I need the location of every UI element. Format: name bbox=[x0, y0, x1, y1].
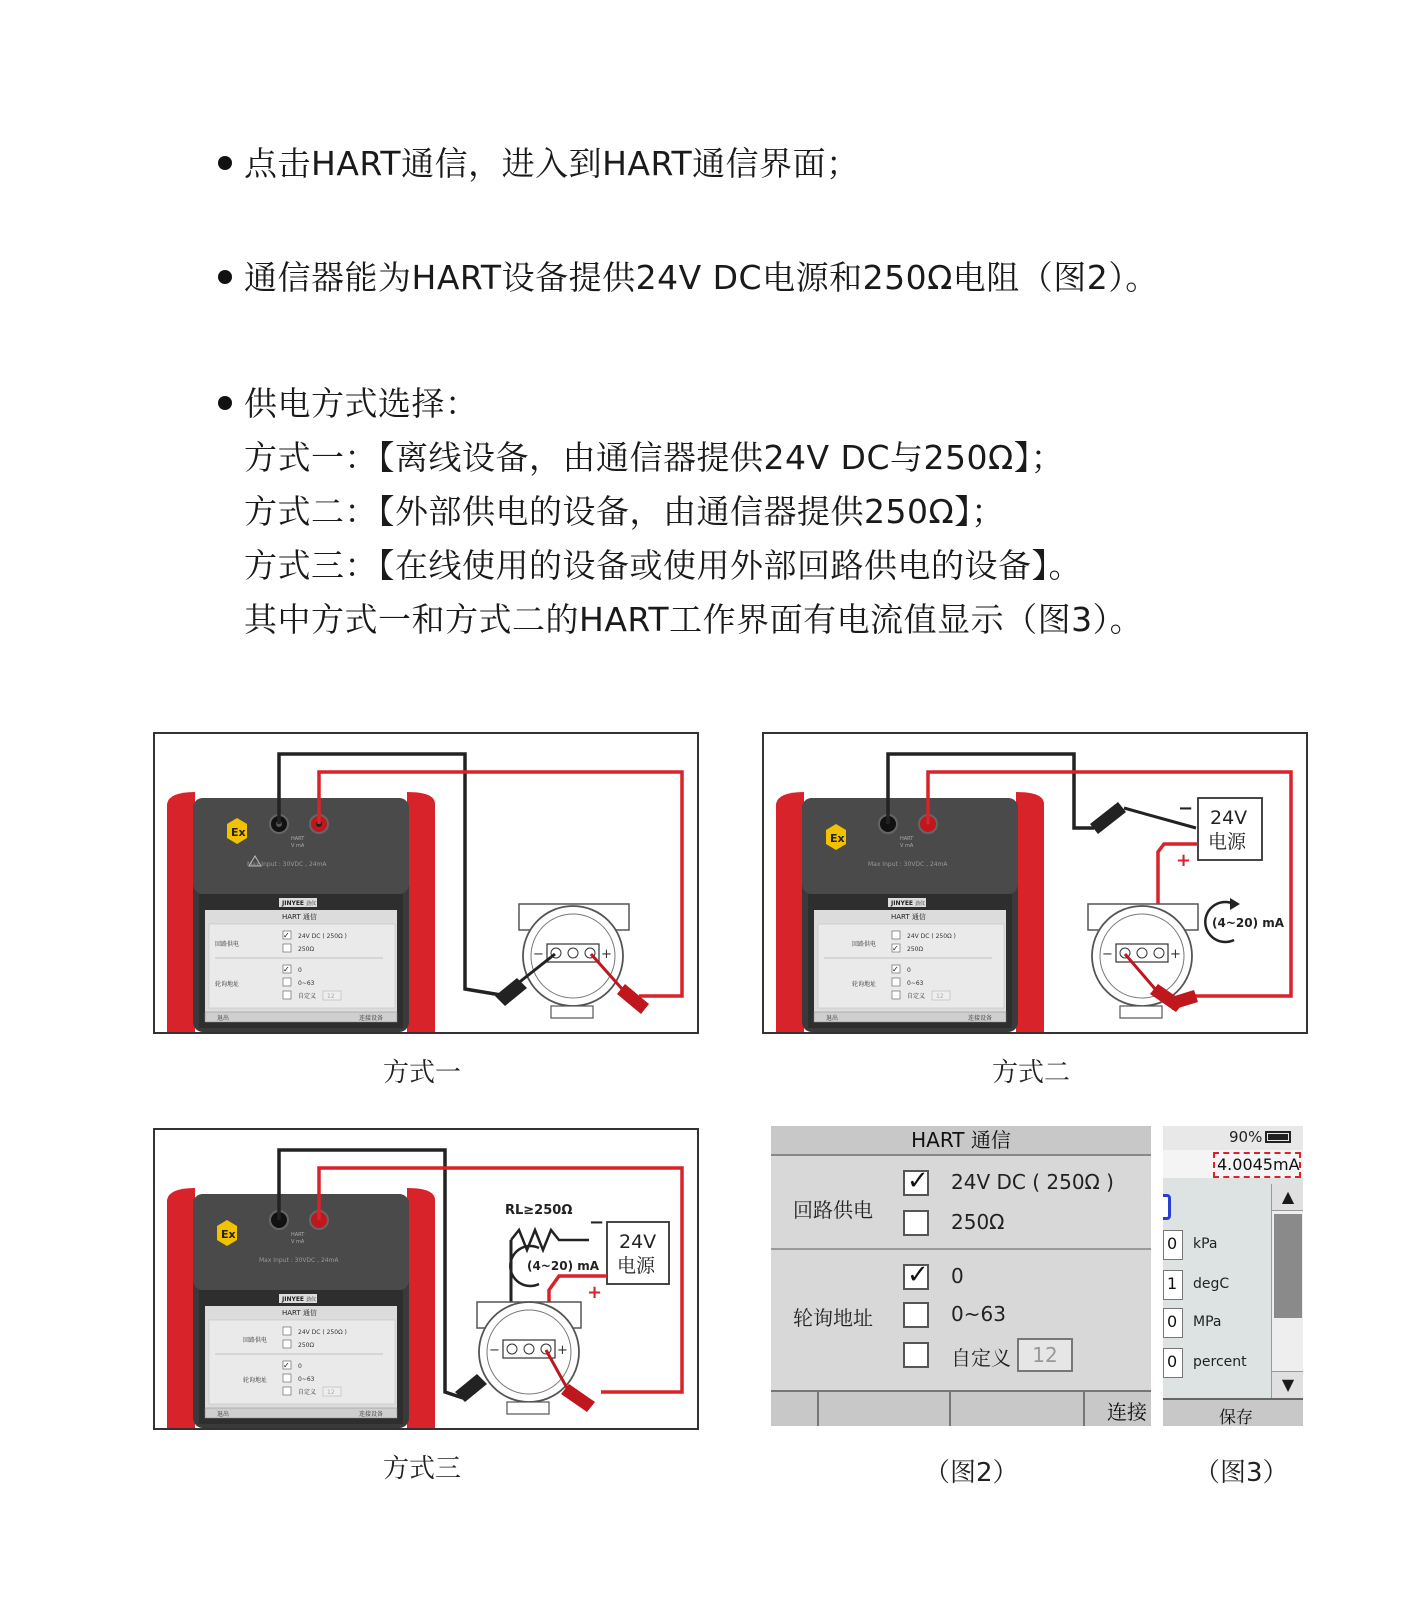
svg-text:轮询地址: 轮询地址 bbox=[852, 981, 877, 988]
svg-text:电源: 电源 bbox=[617, 1255, 656, 1277]
brand-cn-text: 劲仪 bbox=[306, 901, 317, 907]
supply-plus: + bbox=[1176, 850, 1192, 871]
svg-text:劲仪: 劲仪 bbox=[306, 1297, 317, 1303]
svg-text:V mA: V mA bbox=[291, 1239, 305, 1245]
power-supply-label-bottom: 电源 bbox=[1208, 831, 1247, 853]
unit-label: percent bbox=[1193, 1354, 1247, 1370]
bullet-dot-icon bbox=[218, 270, 232, 284]
bullet-dot-icon bbox=[218, 156, 232, 170]
bullet-hart-entry bbox=[218, 138, 860, 185]
svg-text:−: − bbox=[489, 1343, 500, 1358]
unit-code: 1 bbox=[1167, 1274, 1178, 1293]
svg-text:回路供电: 回路供电 bbox=[243, 1337, 268, 1344]
clip-black bbox=[1090, 802, 1126, 834]
device-cb-250 bbox=[283, 944, 291, 952]
bullet-text: 点击HART通信，进入到HART通信界面； bbox=[244, 144, 860, 183]
device-opt-0: 0 bbox=[298, 967, 302, 974]
svg-text:0~63: 0~63 bbox=[298, 1376, 315, 1383]
svg-text:自定义: 自定义 bbox=[298, 1389, 317, 1396]
svg-text:连接设备: 连接设备 bbox=[359, 1411, 384, 1418]
mode-three-text: 方式三：【在线使用的设备或使用外部回路供电的设备】。 bbox=[244, 546, 1082, 585]
status-bar bbox=[1163, 1126, 1303, 1150]
svg-text:24V: 24V bbox=[619, 1231, 657, 1253]
svg-text:JINYEE: JINYEE bbox=[891, 900, 914, 907]
unit-label: kPa bbox=[1193, 1236, 1218, 1252]
checkbox-custom[interactable] bbox=[903, 1342, 929, 1368]
svg-text:退出: 退出 bbox=[826, 1015, 839, 1022]
terminal-label: HART bbox=[291, 836, 305, 842]
check-icon: ✓ bbox=[907, 1260, 929, 1290]
mode-one-text: 方式一：【离线设备，由通信器提供24V DC与250Ω】； bbox=[244, 438, 1065, 477]
mode-note-text: 其中方式一和方式二的HART工作界面有电流值显示（图3）。 bbox=[244, 600, 1144, 639]
checkbox-0[interactable] bbox=[903, 1260, 929, 1290]
svg-text:HART: HART bbox=[291, 1232, 305, 1238]
svg-text:24V DC ( 250Ω ): 24V DC ( 250Ω ) bbox=[298, 1329, 347, 1336]
checkbox-063[interactable] bbox=[903, 1302, 929, 1328]
svg-text:HART 通信: HART 通信 bbox=[282, 1309, 317, 1317]
mode-two-text: 方式二：【外部供电的设备，由通信器提供250Ω】； bbox=[244, 492, 1005, 531]
caption-mode-three: 方式三 bbox=[383, 1454, 462, 1484]
svg-text:✓: ✓ bbox=[283, 965, 290, 974]
battery-icon bbox=[1265, 1131, 1291, 1143]
bullet-power-supply bbox=[218, 252, 1159, 299]
caption-screen2: （图2） bbox=[924, 1458, 1019, 1488]
svg-text:−: − bbox=[589, 1212, 605, 1233]
max-input-label: Max Input : 30VDC , 24mA bbox=[247, 861, 327, 868]
unit-code: 0 bbox=[1167, 1234, 1178, 1253]
svg-text:轮询地址: 轮询地址 bbox=[243, 1377, 268, 1384]
svg-text:Ex: Ex bbox=[830, 832, 845, 845]
caption-screen3: （图3） bbox=[1194, 1458, 1289, 1488]
option-250-label: 250Ω bbox=[951, 1210, 1005, 1234]
device-exit-button: 退出 bbox=[217, 1015, 230, 1022]
svg-text:✓: ✓ bbox=[892, 944, 899, 953]
svg-text:HART: HART bbox=[900, 836, 914, 842]
current-value: 4.0045mA bbox=[1217, 1155, 1300, 1174]
svg-text:自定义: 自定义 bbox=[907, 993, 926, 1000]
bullet-dot-icon bbox=[218, 396, 232, 410]
caption-mode-two: 方式二 bbox=[992, 1058, 1071, 1088]
bullet-text: 供电方式选择： bbox=[244, 384, 479, 423]
unit-label: degC bbox=[1193, 1276, 1230, 1292]
poll-address-label: 轮询地址 bbox=[793, 1306, 873, 1330]
loop-power-label: 回路供电 bbox=[793, 1198, 873, 1222]
transmitter-terminal-block bbox=[547, 944, 599, 962]
option-063-label: 0~63 bbox=[951, 1302, 1006, 1326]
svg-text:0~63: 0~63 bbox=[907, 980, 924, 987]
svg-text:12: 12 bbox=[327, 1389, 335, 1396]
svg-text:Ex: Ex bbox=[221, 1228, 236, 1241]
brand-text: JINYEE bbox=[282, 900, 305, 907]
svg-text:连接设备: 连接设备 bbox=[968, 1015, 993, 1022]
hart-work-screen bbox=[1163, 1126, 1303, 1426]
scroll-up-icon[interactable]: ▲ bbox=[1272, 1184, 1303, 1211]
svg-text:0: 0 bbox=[907, 967, 911, 974]
svg-text:+: + bbox=[587, 1282, 603, 1303]
screen3-button-bar bbox=[1163, 1398, 1303, 1426]
device-opt-063: 0~63 bbox=[298, 980, 315, 987]
svg-text:+: + bbox=[1170, 947, 1181, 962]
caption-mode-one: 方式一 bbox=[383, 1058, 462, 1088]
svg-text:HART 通信: HART 通信 bbox=[891, 913, 926, 921]
svg-text:V mA: V mA bbox=[900, 843, 914, 849]
figure-mode-one bbox=[153, 732, 699, 1034]
svg-text:12: 12 bbox=[936, 993, 944, 1000]
svg-text:(4~20) mA: (4~20) mA bbox=[527, 1259, 600, 1273]
svg-text:✓: ✓ bbox=[283, 931, 290, 940]
svg-text:250Ω: 250Ω bbox=[298, 1342, 315, 1349]
device-grip-right bbox=[407, 792, 435, 1032]
check-icon: ✓ bbox=[907, 1166, 929, 1196]
rl-label: RL≥250Ω bbox=[505, 1203, 573, 1218]
transmitter-plus: + bbox=[601, 947, 612, 962]
connect-button[interactable]: 连接 bbox=[1107, 1400, 1147, 1424]
supply-minus: − bbox=[1178, 798, 1194, 819]
mode-one-diagram bbox=[155, 734, 697, 1032]
svg-text:−: − bbox=[1102, 947, 1113, 962]
svg-text:✓: ✓ bbox=[283, 1361, 290, 1370]
mode-three-diagram bbox=[155, 1130, 697, 1428]
option-custom-label: 自定义 bbox=[951, 1346, 1011, 1370]
device-cb-063 bbox=[283, 978, 291, 986]
scrollbar[interactable] bbox=[1271, 1184, 1303, 1398]
ex-text: Ex bbox=[231, 826, 246, 839]
unit-code: 0 bbox=[1167, 1352, 1178, 1371]
current-range-label: (4~20) mA bbox=[1212, 916, 1285, 930]
selection-marker bbox=[1163, 1194, 1171, 1220]
battery-percent: 90% bbox=[1229, 1128, 1263, 1146]
svg-text:退出: 退出 bbox=[217, 1411, 230, 1418]
section-divider bbox=[771, 1248, 1151, 1250]
checkbox-250[interactable] bbox=[903, 1210, 929, 1236]
svg-text:回路供电: 回路供电 bbox=[852, 941, 877, 948]
device-custom-value: 12 bbox=[327, 993, 335, 1000]
device-cb-custom bbox=[283, 991, 291, 999]
svg-text:Max Input : 30VDC , 24mA: Max Input : 30VDC , 24mA bbox=[259, 1257, 339, 1264]
current-highlight bbox=[1213, 1152, 1301, 1178]
device-opt-250: 250Ω bbox=[298, 946, 315, 953]
device-connect-button: 连接设备 bbox=[359, 1015, 384, 1022]
terminal-sub-label: V mA bbox=[291, 843, 305, 849]
hart-comm-title: HART 通信 bbox=[771, 1126, 1151, 1156]
svg-text:0: 0 bbox=[298, 1363, 302, 1370]
mode-two-diagram bbox=[764, 734, 1306, 1032]
unit-code: 0 bbox=[1167, 1312, 1178, 1331]
option-24v-label: 24V DC ( 250Ω ) bbox=[951, 1170, 1114, 1194]
device-screen-title: HART 通信 bbox=[282, 913, 317, 921]
device-poll-label: 轮询地址 bbox=[215, 981, 240, 988]
device-grip-left bbox=[167, 792, 195, 1032]
hart-comm-screen bbox=[771, 1126, 1151, 1426]
svg-text:劲仪: 劲仪 bbox=[915, 901, 926, 907]
unit-label: MPa bbox=[1193, 1314, 1222, 1330]
power-supply-label-top: 24V bbox=[1210, 807, 1248, 829]
custom-address-input[interactable]: 12 bbox=[1017, 1338, 1073, 1372]
svg-text:250Ω: 250Ω bbox=[907, 946, 924, 953]
clip-black bbox=[495, 978, 527, 1006]
figure-mode-three bbox=[153, 1128, 699, 1430]
svg-text:+: + bbox=[557, 1343, 568, 1358]
save-button[interactable]: 保存 bbox=[1219, 1408, 1253, 1426]
svg-text:JINYEE: JINYEE bbox=[282, 1296, 305, 1303]
transmitter-minus: − bbox=[533, 947, 544, 962]
device-opt-custom: 自定义 bbox=[298, 993, 317, 1000]
bullet-text: 通信器能为HART设备提供24V DC电源和250Ω电阻（图2）。 bbox=[244, 258, 1159, 297]
bullet-supply-mode bbox=[218, 378, 479, 425]
device-loop-label: 回路供电 bbox=[215, 941, 240, 948]
svg-text:✓: ✓ bbox=[892, 965, 899, 974]
scroll-down-icon[interactable]: ▼ bbox=[1272, 1371, 1303, 1398]
screen2-button-bar bbox=[771, 1390, 1151, 1426]
figure-mode-two bbox=[762, 732, 1308, 1034]
device-opt-24v: 24V DC ( 250Ω ) bbox=[298, 933, 347, 940]
checkbox-24v[interactable] bbox=[903, 1166, 929, 1196]
svg-text:24V DC ( 250Ω ): 24V DC ( 250Ω ) bbox=[907, 933, 956, 940]
scroll-thumb[interactable] bbox=[1274, 1214, 1302, 1318]
svg-text:Max Input : 30VDC , 24mA: Max Input : 30VDC , 24mA bbox=[868, 861, 948, 868]
option-0-label: 0 bbox=[951, 1264, 964, 1288]
